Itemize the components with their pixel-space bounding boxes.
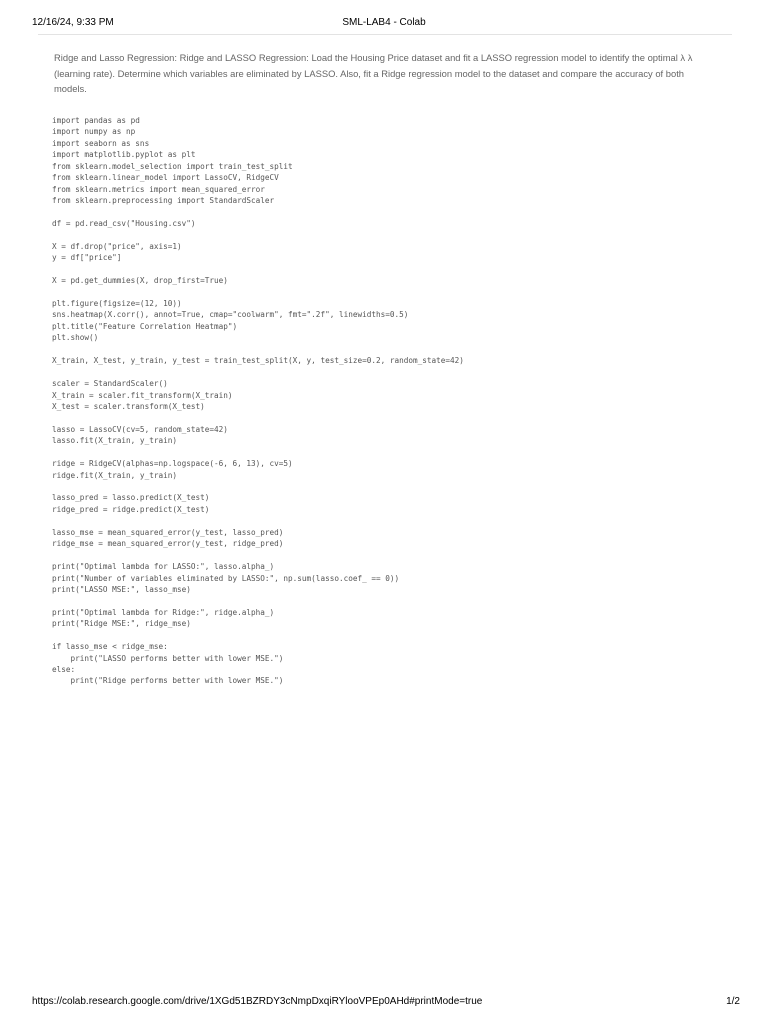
print-url: https://colab.research.google.com/drive/1XGd51BZRDY3cNmpDxqiRYlooVPEp0AHd#printMode=true: [32, 996, 483, 1007]
code-line: ridge.fit(X_train, y_train): [52, 470, 177, 480]
code-line: ridge_pred = ridge.predict(X_test): [52, 504, 210, 514]
code-line: X = pd.get_dummies(X, drop_first=True): [52, 276, 228, 286]
code-line: print("Ridge MSE:", ridge_mse): [52, 619, 191, 629]
code-line: [52, 229, 464, 240]
code-line: sns.heatmap(X.corr(), annot=True, cmap="coolwarm", fmt=".2f", linewidths=0.5): [52, 310, 409, 320]
code-line: [52, 412, 464, 423]
code-line: lasso = LassoCV(cv=5, random_state=42): [52, 424, 228, 434]
code-line: from sklearn.linear_model import LassoCV, RidgeCV: [52, 173, 279, 183]
code-line: [52, 447, 464, 458]
code-line: import matplotlib.pyplot as plt: [52, 150, 196, 160]
code-line: lasso_pred = lasso.predict(X_test): [52, 493, 210, 503]
code-line: [52, 344, 464, 355]
code-line: lasso_mse = mean_squared_error(y_test, lasso_pred): [52, 527, 284, 537]
text-cell-description: Ridge and Lasso Regression: Ridge and LASSO Regression: Load the Housing Price dataset and fit a LASSO regression model to identify the optimal λ λ (learning rate). Determine which variables are eliminated by LASSO. Also, fit a Ridge regression model to the dataset and compare the accuracy of both models.: [54, 52, 693, 95]
code-line: [52, 630, 464, 641]
code-line: [52, 207, 464, 218]
page-number: 1/2: [726, 996, 740, 1007]
code-line: from sklearn.metrics import mean_squared_error: [52, 184, 265, 194]
code-line: [52, 550, 464, 561]
code-line: from sklearn.model_selection import train_test_split: [52, 161, 293, 171]
code-cell: [52, 115, 464, 687]
code-line: X = df.drop("price", axis=1): [52, 241, 182, 251]
code-line: X_train = scaler.fit_transform(X_train): [52, 390, 233, 400]
code-line: print("Optimal lambda for LASSO:", lasso.alpha_): [52, 562, 275, 572]
code-line: import seaborn as sns: [52, 138, 150, 148]
code-line: if lasso_mse < ridge_mse:: [52, 642, 168, 652]
code-line: plt.title("Feature Correlation Heatmap"): [52, 321, 238, 331]
code-line: plt.figure(figsize=(12, 10)): [52, 299, 182, 308]
code-line: print("Optimal lambda for Ridge:", ridge.alpha_): [52, 607, 275, 617]
code-line: from sklearn.preprocessing import StandardScaler: [52, 196, 275, 206]
code-line: X_train, X_test, y_train, y_test = train_test_split(X, y, test_size=0.2, random_state=42): [52, 356, 464, 366]
code-line: print("Ridge performs better with lower MSE."): [52, 676, 284, 686]
code-line: X_test = scaler.transform(X_test): [52, 401, 205, 411]
code-line: [52, 287, 464, 298]
code-line: print("LASSO MSE:", lasso_mse): [52, 584, 191, 594]
code-line: import numpy as np: [52, 127, 136, 137]
code-line: scaler = StandardScaler(): [52, 379, 168, 389]
code-line: lasso.fit(X_train, y_train): [52, 436, 177, 446]
code-line: print("LASSO performs better with lower MSE."): [52, 653, 284, 663]
code-line: [52, 595, 464, 606]
code-line: [52, 367, 464, 378]
code-line: df = pd.read_csv("Housing.csv"): [52, 218, 196, 228]
print-datetime: 12/16/24, 9:33 PM: [32, 17, 114, 28]
print-footer: [32, 996, 740, 1010]
print-header: [32, 17, 736, 31]
print-page-title: SML-LAB4 - Colab: [342, 17, 426, 28]
code-line: ridge = RidgeCV(alphas=np.logspace(-6, 6, 13), cv=5): [52, 459, 293, 469]
code-line: import pandas as pd: [52, 116, 140, 125]
code-line: [52, 515, 464, 526]
code-line: ridge_mse = mean_squared_error(y_test, ridge_pred): [52, 539, 284, 549]
code-line: y = df["price"]: [52, 253, 122, 263]
code-line: [52, 481, 464, 492]
code-line: else:: [52, 665, 76, 674]
code-line: [52, 264, 464, 275]
code-line: plt.show(): [52, 333, 99, 343]
header-divider: [38, 34, 732, 35]
code-line: print("Number of variables eliminated by LASSO:", np.sum(lasso.coef_ == 0)): [52, 573, 400, 583]
